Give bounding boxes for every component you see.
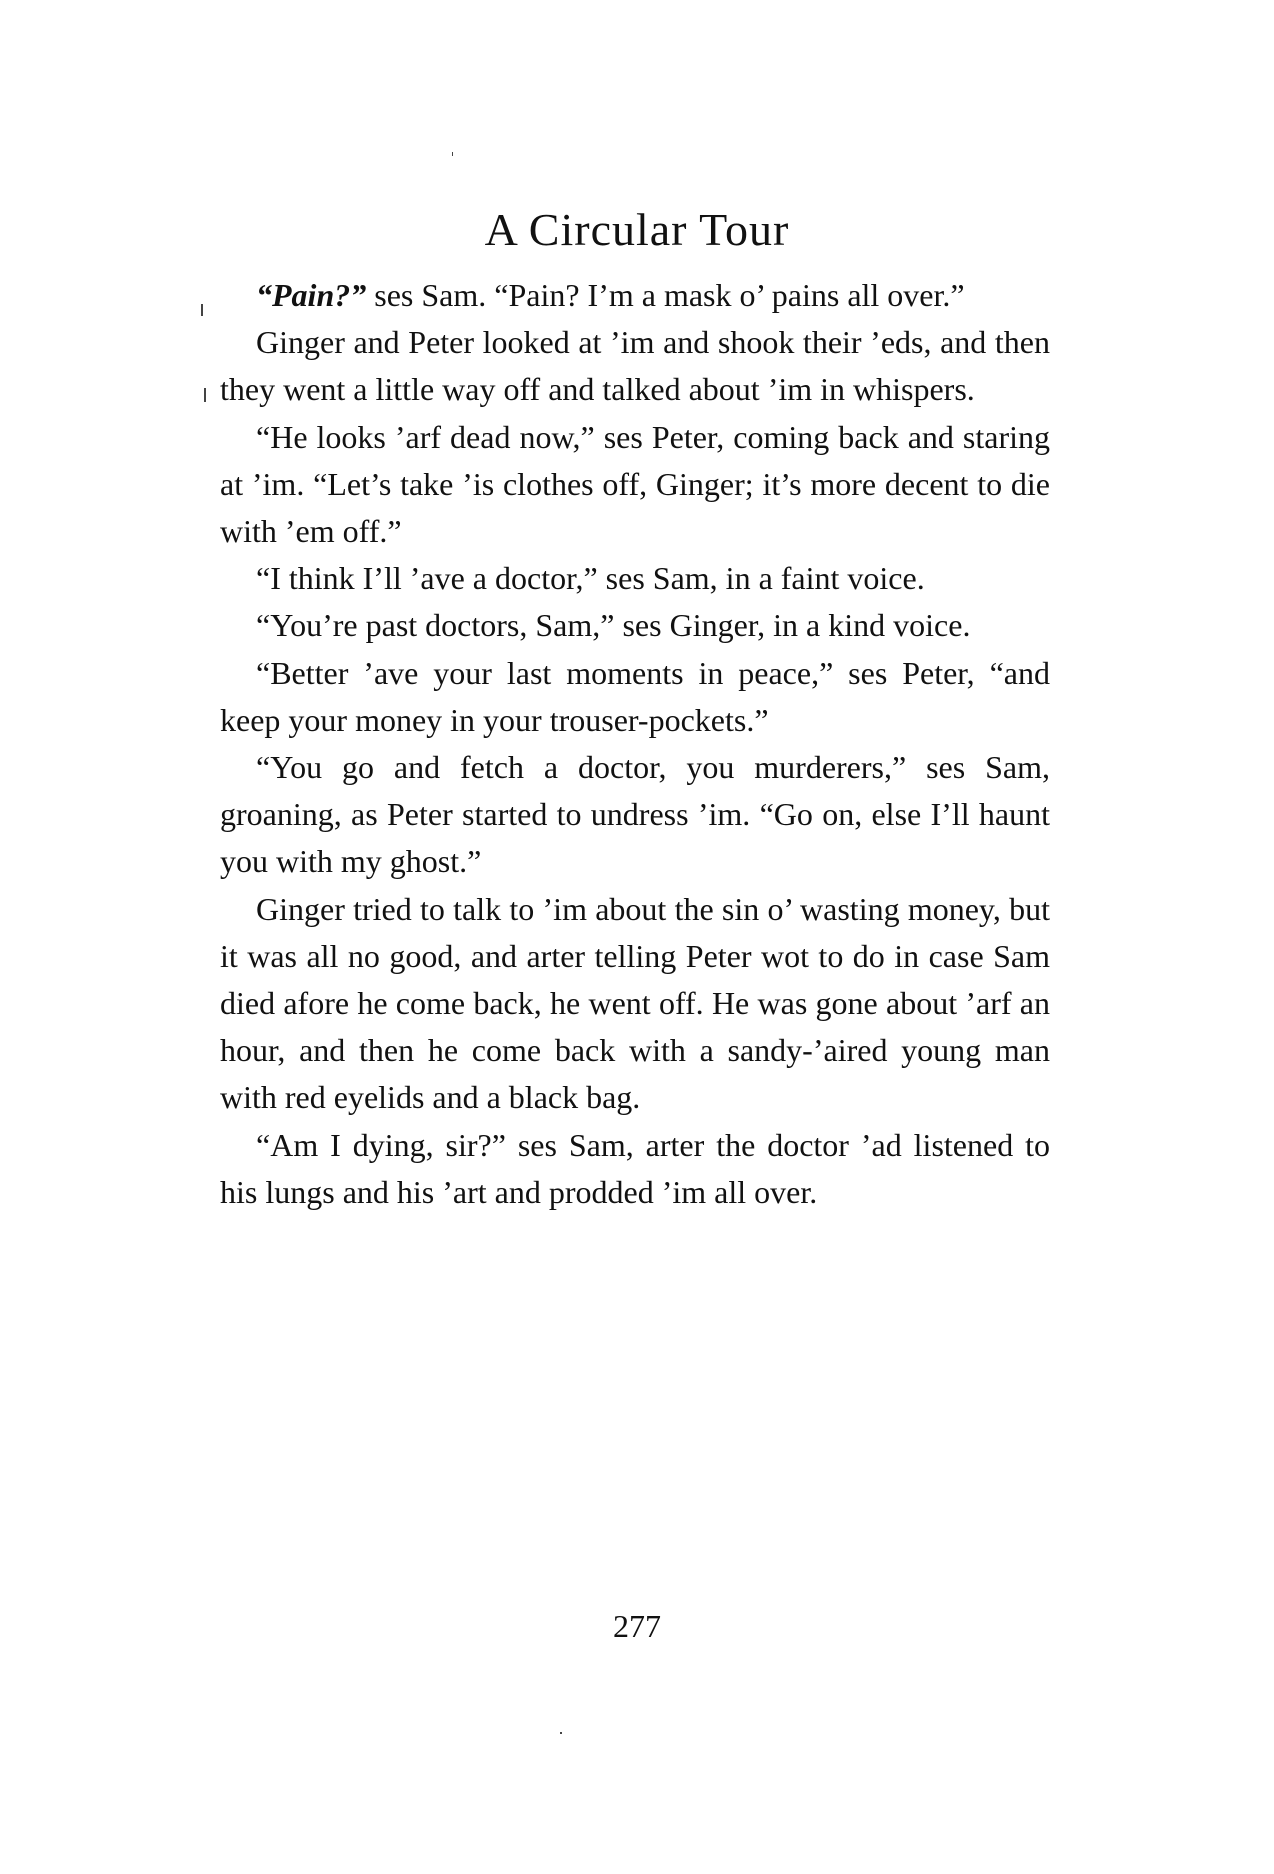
- paragraph: [220, 886, 1050, 1122]
- emphasized-word: “Pain?”: [256, 277, 367, 313]
- paragraph-text: Ginger and Peter looked at ’im and shook their ’eds, and then they went a little way off and talked about ’im in whispers.: [220, 324, 1050, 408]
- scan-speck: [204, 388, 206, 402]
- paragraph: [220, 1122, 1050, 1216]
- paragraph: [220, 650, 1050, 744]
- scan-speck: [452, 152, 453, 156]
- paragraph-text: “You’re past doctors, Sam,” ses Ginger, in a kind voice.: [256, 607, 971, 644]
- running-head: A Circular Tour: [484, 204, 790, 255]
- paragraph: [220, 319, 1050, 413]
- paragraph-text: ses Sam. “Pain? I’m a mask o’ pains all over.”: [366, 277, 965, 313]
- paragraph: [220, 602, 1050, 649]
- paragraph-text: “Am I dying, sir?” ses Sam, arter the doctor ’ad listened to his lungs and his ’art and prodded ’im all over.: [220, 1126, 1050, 1210]
- page-number: 277: [613, 1608, 661, 1644]
- paragraph-text: “Better ’ave your last moments in peace,” ses Peter, “and keep your money in your trouser-pockets.”: [220, 654, 1050, 738]
- paragraph-text: Ginger tried to talk to ’im about the sin o’ wasting money, but it was all no good, and arter telling Peter wot to do in case Sam died afore he come back, he went off. He was gone about ’arf an hour, and then he come back with a sandy-’aired young man with red eyelids and a black bag.: [220, 890, 1050, 1116]
- paragraph-text: “He looks ’arf dead now,” ses Peter, coming back and staring at ’im. “Let’s take ’is clothes off, Ginger; it’s more decent to die with ’em off.”: [220, 418, 1050, 550]
- body-text: [220, 272, 1050, 1216]
- scan-speck: [560, 1732, 562, 1734]
- scan-speck: [201, 304, 203, 316]
- paragraph-text: “I think I’ll ’ave a doctor,” ses Sam, in a faint voice.: [256, 560, 925, 597]
- paragraph: [220, 414, 1050, 556]
- paragraph: [220, 555, 1050, 602]
- paragraph-text: “You go and fetch a doctor, you murderers,” ses Sam, groaning, as Peter started to undress ’im. “Go on, else I’ll haunt you with my ghost.”: [220, 749, 1050, 880]
- paragraph: [220, 744, 1050, 886]
- paragraph: [220, 272, 1050, 319]
